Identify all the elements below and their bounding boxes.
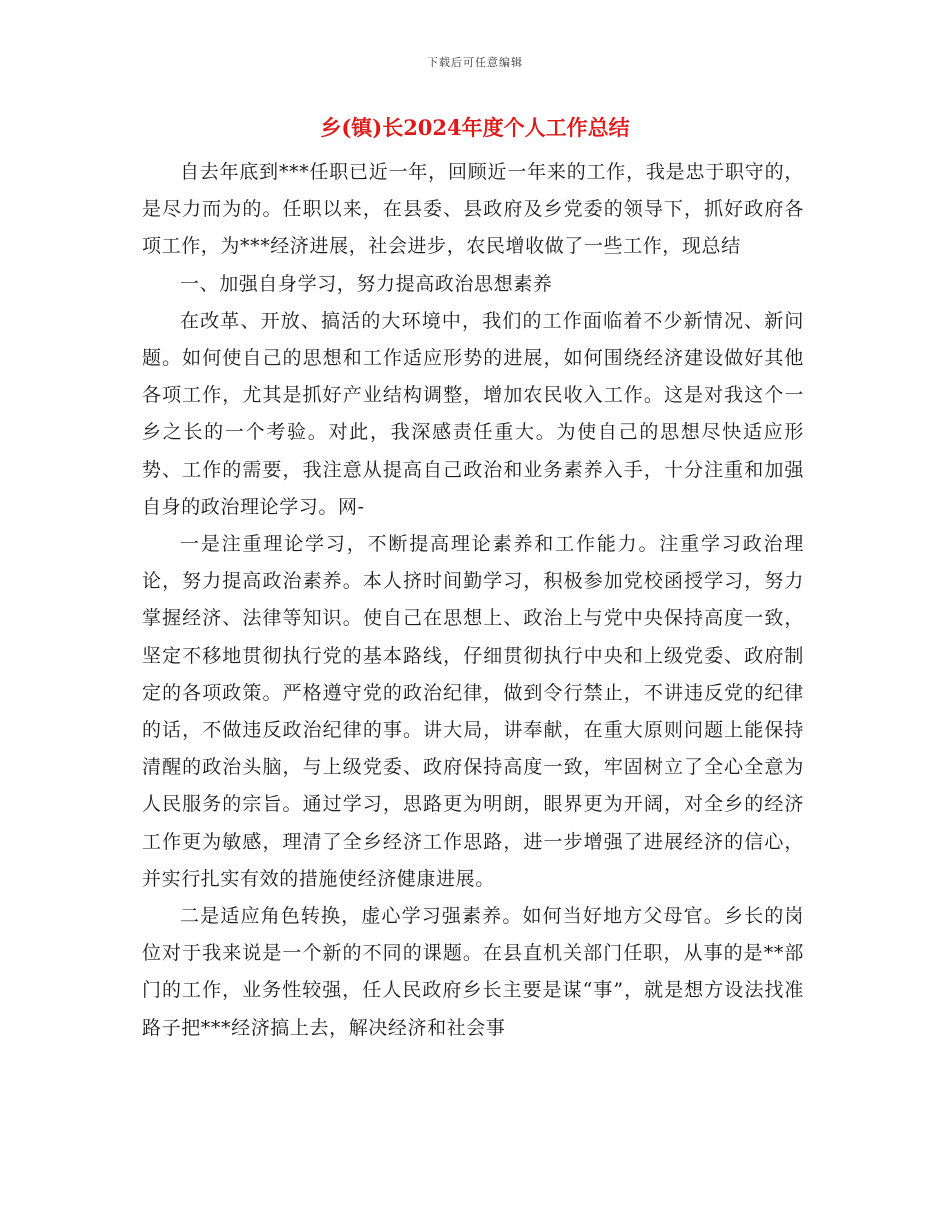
section-heading-1: 一、加强自身学习，努力提高政治思想素养 bbox=[180, 272, 553, 295]
paragraph-3: 一是注重理论学习，不断提高理论素养和工作能力。注重学习政治理论，努力提高政治素养。本人挤时间勤学习，积极参加党校函授学习，努力掌握经济、法律等知识。使自己在思想上、政治上与党中央保持高度一致，坚定不移地贯彻执行党的基本路线，仔细贯彻执行中央和上级党委、政府制定的各项政策。严格遵守党的政治纪律，做到令行禁止，不讲违反党的纪律的话，不做违反政治纪律的事。讲大局，讲奉献，在重大原则问题上能保持清醒的政治头脑，与上级党委、政府保持高度一致，牢固树立了全心全意为人民服务的宗旨。通过学习，思路更为明朗，眼界更为开阔，对全乡的经济工作更为敏感，理清了全乡经济工作思路，进一步增强了进展经济的信心，并实行扎实有效的措施使经济健康进展。 bbox=[142, 533, 804, 890]
paragraph-4: 二是适应角色转换，虚心学习强素养。如何当好地方父母官。乡长的岗位对于我来说是一个新的不同的课题。在县直机关部门任职，从事的是**部门的工作，业务性较强，任人民政府乡长主要是谋“事”，就是想方设法找准路子把***经济搞上去，解决经济和社会事 bbox=[142, 905, 804, 1039]
paragraph-2: 在改革、开放、搞活的大环境中，我们的工作面临着不少新情况、新问题。如何使自己的思想和工作适应形势的进展，如何围绕经济建设做好其他各项工作，尤其是抓好产业结构调整，增加农民收入工作。这是对我这个一乡之长的一个考验。对此，我深感责任重大。为使自己的思想尽快适应形势、工作的需要，我注意从提高自己政治和业务素养入手，十分注重和加强自身的政治理论学习。网- bbox=[142, 309, 804, 518]
header-note: 下载后可任意编辑 bbox=[427, 56, 523, 69]
document-body bbox=[142, 154, 804, 1047]
paragraph-intro: 自去年底到***任职已近一年，回顾近一年来的工作，我是忠于职守的，是尽力而为的。任职以来，在县委、县政府及乡党委的领导下，抓好政府各项工作，为***经济进展，社会进步，农民增收做了一些工作，现总结 bbox=[142, 161, 804, 258]
document-title: 乡(镇)长2024年度个人工作总结 bbox=[320, 115, 630, 140]
